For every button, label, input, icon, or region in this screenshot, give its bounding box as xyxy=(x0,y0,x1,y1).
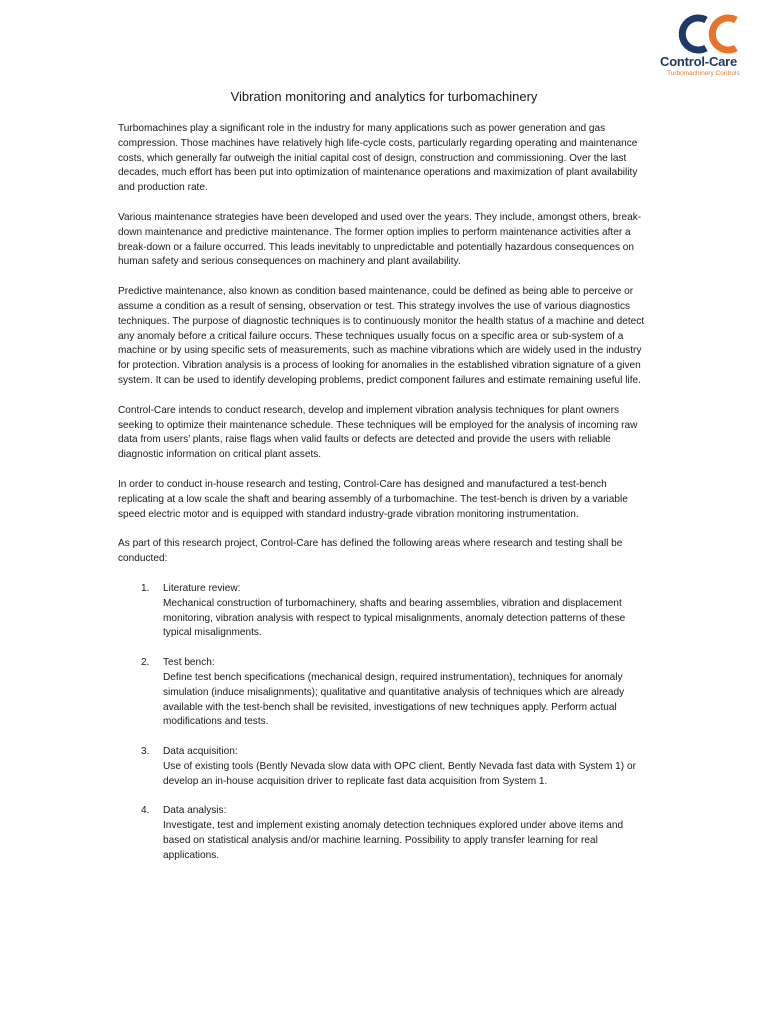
document-body xyxy=(118,122,653,879)
logo-company-name: Control-Care xyxy=(660,54,738,69)
list-item-body: Use of existing tools (Bently Nevada slow data with OPC client, Bently Nevada fast data with System 1) or develop an in-house acquisition driver to replicate fast data acquisition from System 1. xyxy=(163,760,636,787)
list-item-number: 2. xyxy=(141,657,150,669)
list-item-heading: Data analysis: xyxy=(163,805,227,817)
list-item-number: 1. xyxy=(141,582,150,594)
list-item-heading: Literature review: xyxy=(163,582,241,594)
list-item xyxy=(118,582,653,641)
list-item xyxy=(118,745,653,789)
list-item-body: Define test bench specifications (mechanical design, required instrumentation), techniques for anomaly simulation (induce misalignments); qualitative and quantitative analysis of techniques which are already available with the test-bench shall be revisited, investigations of new techniques apply. Perform actual modifications and tests. xyxy=(163,671,625,728)
list-item-body: Investigate, test and implement existing anomaly detection techniques explored under above items and based on statistical analysis and/or machine learning. Possibility to apply transfer learning for real applications. xyxy=(163,820,624,861)
paragraph-research-areas: As part of this research project, Control-Care has defined the following areas where research and testing shall be conducted: xyxy=(118,538,623,565)
list-item xyxy=(118,656,653,730)
paragraph-maintenance-strategies: Various maintenance strategies have been developed and used over the years. They include, amongst others, break-down maintenance and predictive maintenance. The former option implies to perform maintenance activities after a break-down or a failure occurred. This leads inevitably to unpredictable and potentially hazardous consequences on human safety and serious consequences on machinery and plant availability. xyxy=(118,211,642,268)
paragraph-predictive-maintenance: Predictive maintenance, also known as condition based maintenance, could be defined as being able to perceive or assume a condition as a result of sensing, observation or test. This strategy involves the use of various diagnostics techniques. The purpose of diagnostic techniques is to continuously monitor the health status of a machine and detect any anomaly before a critical failure occurs. These techniques usually focus on a specific area or sub-system of a machine or by using specific sets of measurements, such as machine vibrations which are widely used in the industry for protection. Vibration analysis is a process of looking for anomalies in the established vibration signature of a given system. It can be used to identify developing problems, predict component failures and estimate remaining useful life. xyxy=(118,286,645,386)
company-logo xyxy=(660,12,760,84)
list-item-number: 3. xyxy=(141,746,150,758)
list-item xyxy=(118,804,653,863)
logo-tagline: Turbomachinery Controls xyxy=(667,70,740,77)
paragraph-intro: Turbomachines play a significant role in the industry for many applications such as power generation and gas compression. Those machines have relatively high life-cycle costs, particularly regarding operating and maintenance costs, which generally far outweigh the initial capital cost of design, construction and commissioning. Over the last decades, much effort has been put into optimization of maintenance operations and maximization of plant availability and production rate. xyxy=(118,123,638,194)
list-item-heading: Test bench: xyxy=(163,657,215,669)
research-areas-list xyxy=(118,582,653,864)
control-care-logo-mark-icon xyxy=(660,12,760,54)
list-item-number: 4. xyxy=(141,805,150,817)
paragraph-test-bench: In order to conduct in-house research and testing, Control-Care has designed and manufactured a test-bench replicating at a low scale the shaft and bearing assembly of a turbomachine. The test-bench is driven by a variable speed electric motor and is equipped with standard industry-grade vibration monitoring instrumentation. xyxy=(118,478,628,520)
paragraph-control-care-intent: Control-Care intends to conduct research, develop and implement vibration analysis techniques for plant owners seeking to optimize their maintenance schedule. These techniques will be employed for the analysis of incoming raw data from users’ plants, raise flags when valid faults or defects are detected and provide the users with reliable diagnostic information on critical plant assets. xyxy=(118,404,638,461)
document-title: Vibration monitoring and analytics for turbomachinery xyxy=(230,89,538,104)
list-item-heading: Data acquisition: xyxy=(163,746,238,758)
list-item-body: Mechanical construction of turbomachinery, shafts and bearing assemblies, vibration and displacement monitoring, vibration analysis with respect to typical misalignments, anomaly detection patterns of these typical misalignments. xyxy=(163,597,626,639)
